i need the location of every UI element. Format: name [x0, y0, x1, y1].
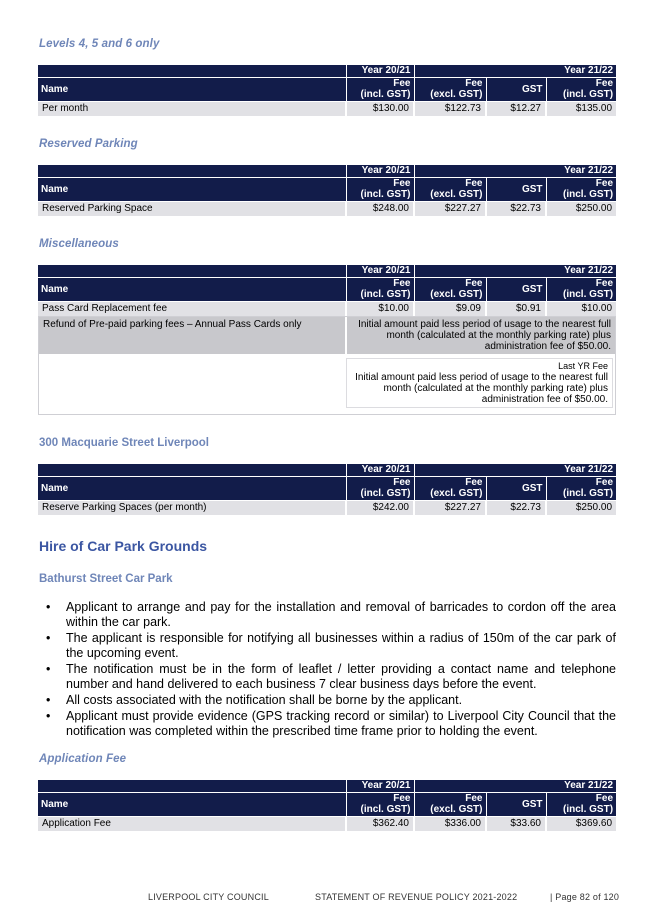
- header-incl-label: (incl. GST): [360, 804, 411, 815]
- header-incl-label: (incl. GST): [563, 804, 614, 815]
- cell-fee-prev: $362.40: [346, 816, 414, 831]
- footer-org: LIVERPOOL CITY COUNCIL: [148, 892, 269, 902]
- cell-fee-excl: $227.27: [414, 500, 486, 515]
- cell-gst: $22.73: [486, 500, 546, 515]
- header-year-prev: Year 20/21: [346, 780, 414, 792]
- bathurst-conditions-list: [46, 600, 616, 740]
- header-name: Name: [38, 476, 346, 500]
- header-fee-incl-next: [546, 476, 616, 500]
- header-fee-incl-prev: [346, 177, 414, 201]
- list-item-text: The notification must be in the form of leaflet / letter providing a contact name and telephone number and hand delivered to each business 7 clear business days before the event.: [66, 662, 616, 691]
- header-name: Name: [38, 277, 346, 301]
- cell-name: Pass Card Replacement fee: [38, 301, 346, 316]
- header-fee-incl-prev: [346, 792, 414, 816]
- header-fee-label: Fee: [595, 178, 614, 189]
- list-item: [46, 600, 616, 630]
- header-excl-label: (excl. GST): [430, 189, 483, 200]
- header-fee-excl: [414, 277, 486, 301]
- header-incl-label: (incl. GST): [360, 189, 411, 200]
- cell-fee-prev: $242.00: [346, 500, 414, 515]
- refund-name: Refund of Pre-paid parking fees – Annual Pass Cards only: [39, 317, 347, 354]
- cell-fee-incl: $369.60: [546, 816, 616, 831]
- fee-table-application: [38, 780, 616, 831]
- cell-fee-prev: $130.00: [346, 101, 414, 116]
- header-blank: [38, 165, 346, 177]
- bullet-icon: •: [46, 631, 51, 645]
- header-fee-excl: [414, 77, 486, 101]
- header-fee-excl: [414, 177, 486, 201]
- header-gst: GST: [486, 177, 546, 201]
- header-fee-excl: [414, 476, 486, 500]
- header-fee-label: Fee: [393, 178, 411, 189]
- header-year-prev: Year 20/21: [346, 464, 414, 476]
- list-item: [46, 631, 616, 661]
- bullet-icon: •: [46, 693, 51, 707]
- header-fee-label: Fee: [595, 278, 614, 289]
- header-excl-label: (excl. GST): [430, 289, 483, 300]
- last-year-label: Last YR Fee: [558, 361, 608, 371]
- cell-fee-excl: $336.00: [414, 816, 486, 831]
- header-excl-label: (excl. GST): [430, 488, 483, 499]
- list-item: [46, 709, 616, 739]
- header-incl-label: (incl. GST): [563, 189, 614, 200]
- header-fee-incl-prev: [346, 77, 414, 101]
- header-year-next: Year 21/22: [414, 265, 616, 277]
- cell-name: Reserve Parking Spaces (per month): [38, 500, 346, 515]
- header-fee-label: Fee: [465, 178, 483, 189]
- header-year-next: Year 21/22: [414, 165, 616, 177]
- last-year-text: Initial amount paid less period of usage to the nearest full month (calculated at the monthly parking rate) plus administration fee of $50.00.: [355, 372, 608, 405]
- header-blank: [38, 464, 346, 476]
- footer-title: STATEMENT OF REVENUE POLICY 2021-2022: [315, 892, 518, 902]
- cell-gst: $0.91: [486, 301, 546, 316]
- header-incl-label: (incl. GST): [563, 89, 614, 100]
- header-gst: GST: [486, 277, 546, 301]
- cell-gst: $22.73: [486, 201, 546, 216]
- header-fee-incl-next: [546, 792, 616, 816]
- fee-table-macquarie: [38, 464, 616, 515]
- list-item-text: The applicant is responsible for notifying all businesses within a radius of 150m of the car park of the upcoming event.: [66, 631, 616, 660]
- refund-block: [38, 316, 616, 415]
- header-fee-label: Fee: [595, 78, 614, 89]
- header-fee-label: Fee: [465, 477, 483, 488]
- header-gst: GST: [486, 77, 546, 101]
- header-fee-incl-next: [546, 177, 616, 201]
- header-gst: GST: [486, 476, 546, 500]
- cell-fee-excl: $227.27: [414, 201, 486, 216]
- cell-fee-incl: $250.00: [546, 500, 616, 515]
- list-item-text: Applicant must provide evidence (GPS tracking record or similar) to Liverpool City Council that the notification was completed within the prescribed time frame prior to holding the event.: [66, 709, 616, 738]
- header-fee-label: Fee: [393, 78, 411, 89]
- cell-fee-incl: $135.00: [546, 101, 616, 116]
- header-year-next: Year 21/22: [414, 780, 616, 792]
- header-fee-incl-prev: [346, 476, 414, 500]
- fee-table-levels: [38, 65, 616, 116]
- table-row: [38, 816, 616, 831]
- header-year-prev: Year 20/21: [346, 165, 414, 177]
- header-fee-label: Fee: [393, 278, 411, 289]
- header-incl-label: (incl. GST): [563, 488, 614, 499]
- bullet-icon: •: [46, 709, 51, 723]
- cell-gst: $12.27: [486, 101, 546, 116]
- footer-page: | Page 82 of 120: [550, 892, 620, 902]
- section-heading-reserved: Reserved Parking: [39, 138, 138, 150]
- header-year-next: Year 21/22: [414, 65, 616, 77]
- section-heading-misc: Miscellaneous: [39, 238, 119, 250]
- header-incl-label: (incl. GST): [563, 289, 614, 300]
- refund-empty-cell: [39, 354, 346, 414]
- header-fee-excl: [414, 792, 486, 816]
- cell-name: Reserved Parking Space: [38, 201, 346, 216]
- cell-fee-prev: $248.00: [346, 201, 414, 216]
- header-blank: [38, 65, 346, 77]
- list-item-text: All costs associated with the notification shall be borne by the applicant.: [66, 693, 463, 707]
- header-name: Name: [38, 177, 346, 201]
- bullet-icon: •: [46, 600, 51, 614]
- header-fee-label: Fee: [465, 793, 483, 804]
- list-item: [46, 662, 616, 692]
- header-blank: [38, 265, 346, 277]
- header-name: Name: [38, 792, 346, 816]
- header-fee-label: Fee: [595, 477, 614, 488]
- header-fee-label: Fee: [393, 793, 411, 804]
- header-fee-incl-next: [546, 77, 616, 101]
- header-blank: [38, 780, 346, 792]
- refund-last-year-desc: [346, 358, 613, 408]
- header-name: Name: [38, 77, 346, 101]
- refund-row: [39, 317, 615, 354]
- bullet-icon: •: [46, 662, 51, 676]
- header-year-prev: Year 20/21: [346, 265, 414, 277]
- list-item-text: Applicant to arrange and pay for the installation and removal of barricades to cordon off the area within the car park.: [66, 600, 616, 629]
- header-incl-label: (incl. GST): [360, 289, 411, 300]
- header-fee-label: Fee: [595, 793, 614, 804]
- section-heading-bathurst: Bathurst Street Car Park: [39, 573, 173, 585]
- table-row: [38, 301, 616, 316]
- header-fee-label: Fee: [465, 78, 483, 89]
- cell-fee-excl: $122.73: [414, 101, 486, 116]
- table-row: [38, 201, 616, 216]
- section-heading-levels: Levels 4, 5 and 6 only: [39, 38, 160, 50]
- header-year-next: Year 21/22: [414, 464, 616, 476]
- table-row: [38, 101, 616, 116]
- list-item: [46, 693, 616, 708]
- fee-table-reserved: [38, 165, 616, 216]
- header-incl-label: (incl. GST): [360, 89, 411, 100]
- header-fee-incl-prev: [346, 277, 414, 301]
- cell-fee-incl: $250.00: [546, 201, 616, 216]
- refund-last-year-row: [39, 354, 615, 414]
- cell-fee-prev: $10.00: [346, 301, 414, 316]
- header-gst: GST: [486, 792, 546, 816]
- section-heading-application: Application Fee: [39, 753, 127, 765]
- header-fee-incl-next: [546, 277, 616, 301]
- header-fee-label: Fee: [465, 278, 483, 289]
- header-incl-label: (incl. GST): [360, 488, 411, 499]
- cell-fee-excl: $9.09: [414, 301, 486, 316]
- refund-desc: Initial amount paid less period of usage to the nearest full month (calculated at the monthly parking rate) plus administration fee of $50.00.: [347, 317, 615, 354]
- header-year-prev: Year 20/21: [346, 65, 414, 77]
- fee-table-misc: [38, 265, 616, 316]
- section-heading-macquarie: 300 Macquarie Street Liverpool: [39, 437, 210, 449]
- cell-name: Application Fee: [38, 816, 346, 831]
- table-row: [38, 500, 616, 515]
- cell-name: Per month: [38, 101, 346, 116]
- header-excl-label: (excl. GST): [430, 804, 483, 815]
- header-excl-label: (excl. GST): [430, 89, 483, 100]
- header-fee-label: Fee: [393, 477, 411, 488]
- section-heading-hire: Hire of Car Park Grounds: [39, 538, 208, 554]
- cell-gst: $33.60: [486, 816, 546, 831]
- cell-fee-incl: $10.00: [546, 301, 616, 316]
